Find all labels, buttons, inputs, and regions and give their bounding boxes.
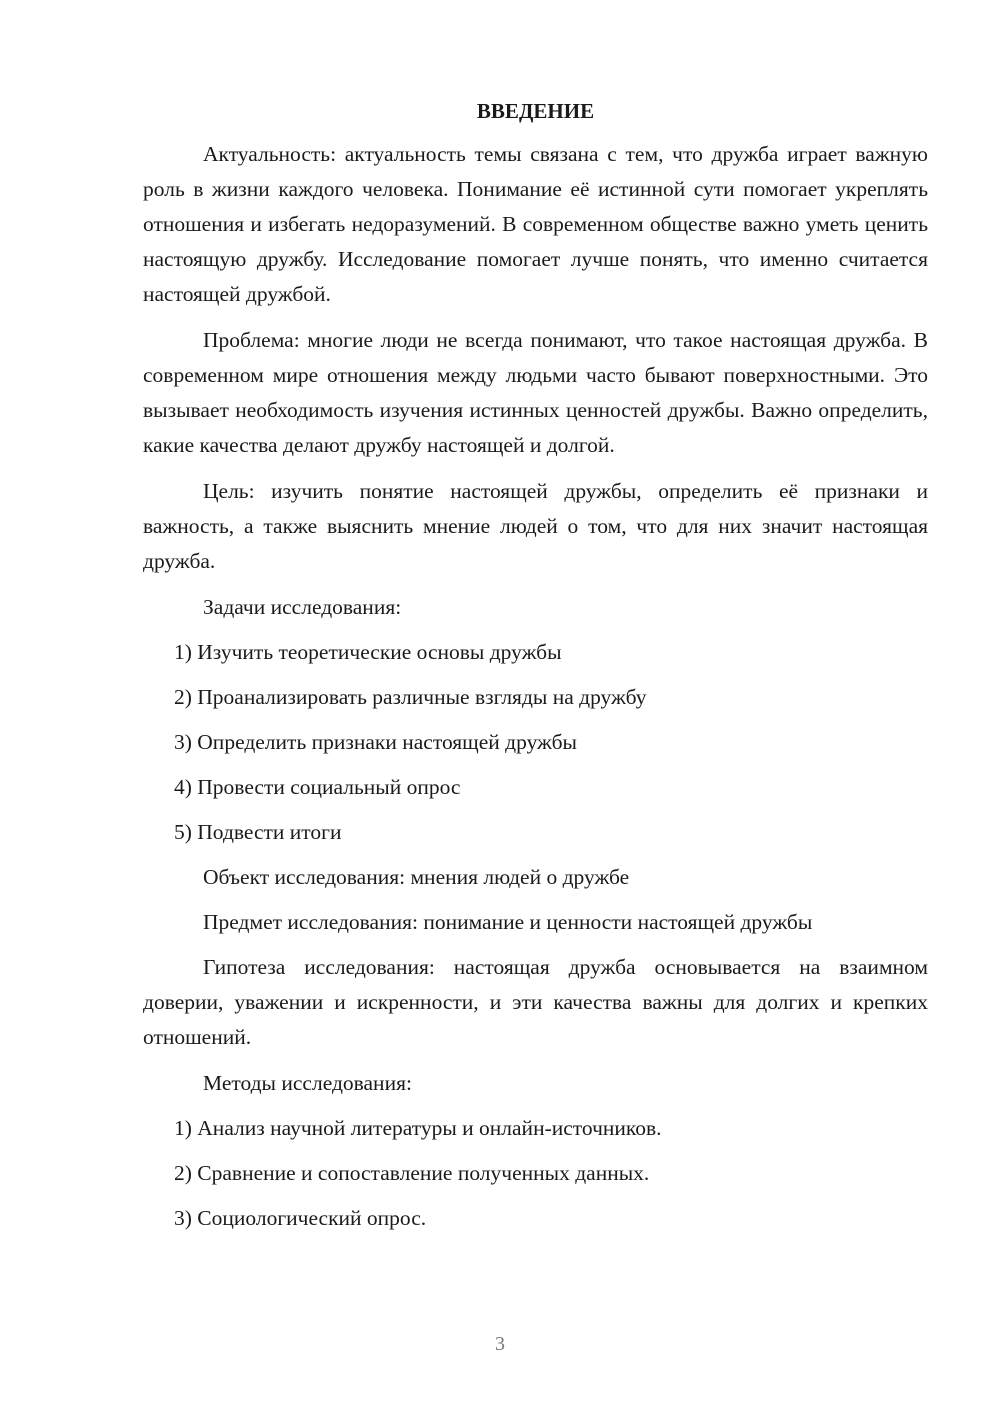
task-item: 4) Провести социальный опрос <box>174 775 461 799</box>
methods-heading: Методы исследования: <box>203 1071 412 1095</box>
task-item: 1) Изучить теоретические основы дружбы <box>174 640 562 664</box>
hypothesis-paragraph: Гипотеза исследования: настоящая дружба основывается на взаимном доверии, уважении и искренности, и эти качества важны для долгих и крепких отношений. <box>143 955 928 1049</box>
object-line: Объект исследования: мнения людей о дружбе <box>203 865 630 889</box>
subject-line: Предмет исследования: понимание и ценности настоящей дружбы <box>203 910 813 934</box>
section-title: ВВЕДЕНИЕ <box>476 99 595 123</box>
goal-paragraph: Цель: изучить понятие настоящей дружбы, определить её признаки и важность, а также выяснить мнение людей о том, что для них значит настоящая дружба. <box>143 479 928 573</box>
method-item: 1) Анализ научной литературы и онлайн-источников. <box>174 1116 662 1140</box>
page-number: 3 <box>495 1333 505 1355</box>
method-item: 3) Социологический опрос. <box>174 1206 427 1230</box>
tasks-heading: Задачи исследования: <box>203 595 402 619</box>
problem-paragraph: Проблема: многие люди не всегда понимают, что такое настоящая дружба. В современном мире отношения между людьми часто бывают поверхностными. Это вызывает необходимость изучения истинных ценностей дружбы. Важно определить, какие качества делают дружбу настоящей и долгой. <box>143 328 928 457</box>
document-page <box>143 96 928 1246</box>
method-item: 2) Сравнение и сопоставление полученных данных. <box>174 1161 650 1185</box>
task-item: 3) Определить признаки настоящей дружбы <box>174 730 577 754</box>
task-item: 5) Подвести итоги <box>174 820 342 844</box>
task-item: 2) Проанализировать различные взгляды на дружбу <box>174 685 647 709</box>
relevance-paragraph: Актуальность: актуальность темы связана с тем, что дружба играет важную роль в жизни каждого человека. Понимание её истинной сути помогает укреплять отношения и избегать недоразумений. В современном обществе важно уметь ценить настоящую дружбу. Исследование помогает лучше понять, что именно считается настоящей дружбой. <box>143 142 928 306</box>
